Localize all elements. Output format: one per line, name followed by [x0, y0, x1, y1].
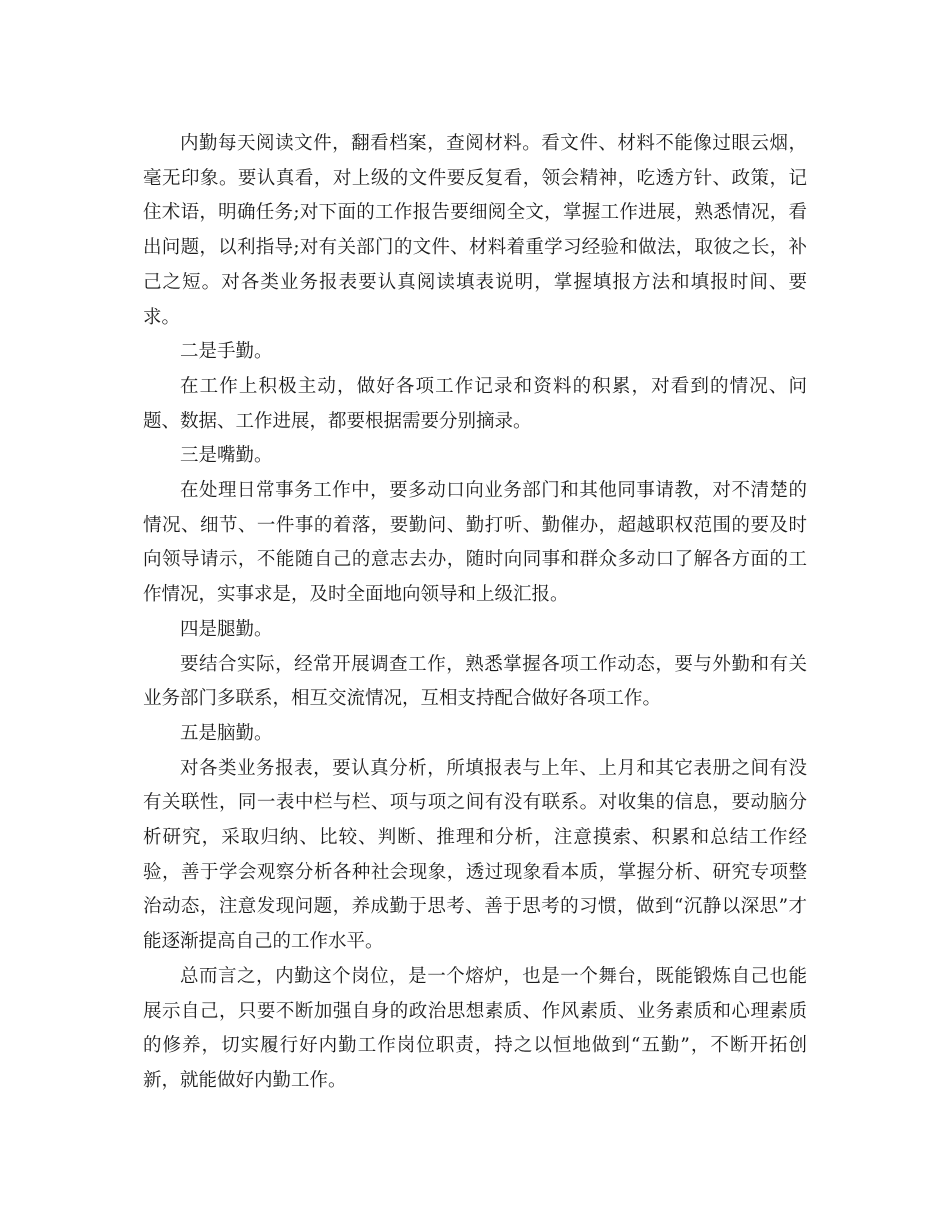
heading-brain-diligence: 五是脑勤。 [180, 722, 273, 744]
paragraph-hand-diligence: 在工作上积极主动，做好各项工作记录和资料的积累，对看到的情况、问题、数据、工作进展，都要根据需要分别摘录。 [143, 375, 807, 432]
paragraph-brain-diligence: 对各类业务报表，要认真分析，所填报表与上年、上月和其它表册之间有没有关联性，同一表中栏与栏、项与项之间有没有联系。对收集的信息，要动脑分析研究，采取归纳、比较、判断、推理和分析，注意摸索、积累和总结工作经验，善于学会观察分析各种社会现象，透过现象看本质，掌握分析、研究专项整治动态，注意发现问题，养成勤于思考、善于思考的习惯，做到“沉静以深思”才能逐渐提高自己的工作水平。 [143, 757, 807, 953]
heading-leg-diligence: 四是腿勤。 [180, 618, 273, 640]
paragraph-mouth-diligence: 在处理日常事务工作中，要多动口向业务部门和其他同事请教，对不清楚的情况、细节、一件事的着落，要勤问、勤打听、勤催办，超越职权范围的要及时向领导请示，不能随自己的意志去办，随时向同事和群众多动口了解各方面的工作情况，实事求是，及时全面地向领导和上级汇报。 [143, 480, 807, 606]
paragraph-leg-diligence: 要结合实际，经常开展调查工作，熟悉掌握各项工作动态，要与外勤和有关业务部门多联系，相互交流情况，互相支持配合做好各项工作。 [143, 653, 807, 710]
paragraph-read-files: 内勤每天阅读文件，翻看档案，查阅材料。看文件、材料不能像过眼云烟，毫无印象。要认真看，对上级的文件要反复看，领会精神，吃透方针、政策，记住术语，明确任务;对下面的工作报告要细阅全文，掌握工作进展，熟悉情况，看出问题，以利指导;对有关部门的文件、材料着重学习经验和做法，取彼之长，补己之短。对各类业务报表要认真阅读填表说明，掌握填报方法和填报时间、要求。 [143, 133, 807, 328]
heading-hand-diligence: 二是手勤。 [180, 341, 273, 363]
paragraph-conclusion: 总而言之，内勤这个岗位，是一个熔炉，也是一个舞台，既能锻炼自己也能展示自己，只要不断加强自身的政治思想素质、作风素质、业务素质和心理素质的修养，切实履行好内勤工作岗位职责，持之以恒地做到“五勤”，不断开拓创新，就能做好内勤工作。 [143, 965, 807, 1091]
document-body [143, 127, 807, 1099]
heading-mouth-diligence: 三是嘴勤。 [180, 445, 273, 467]
